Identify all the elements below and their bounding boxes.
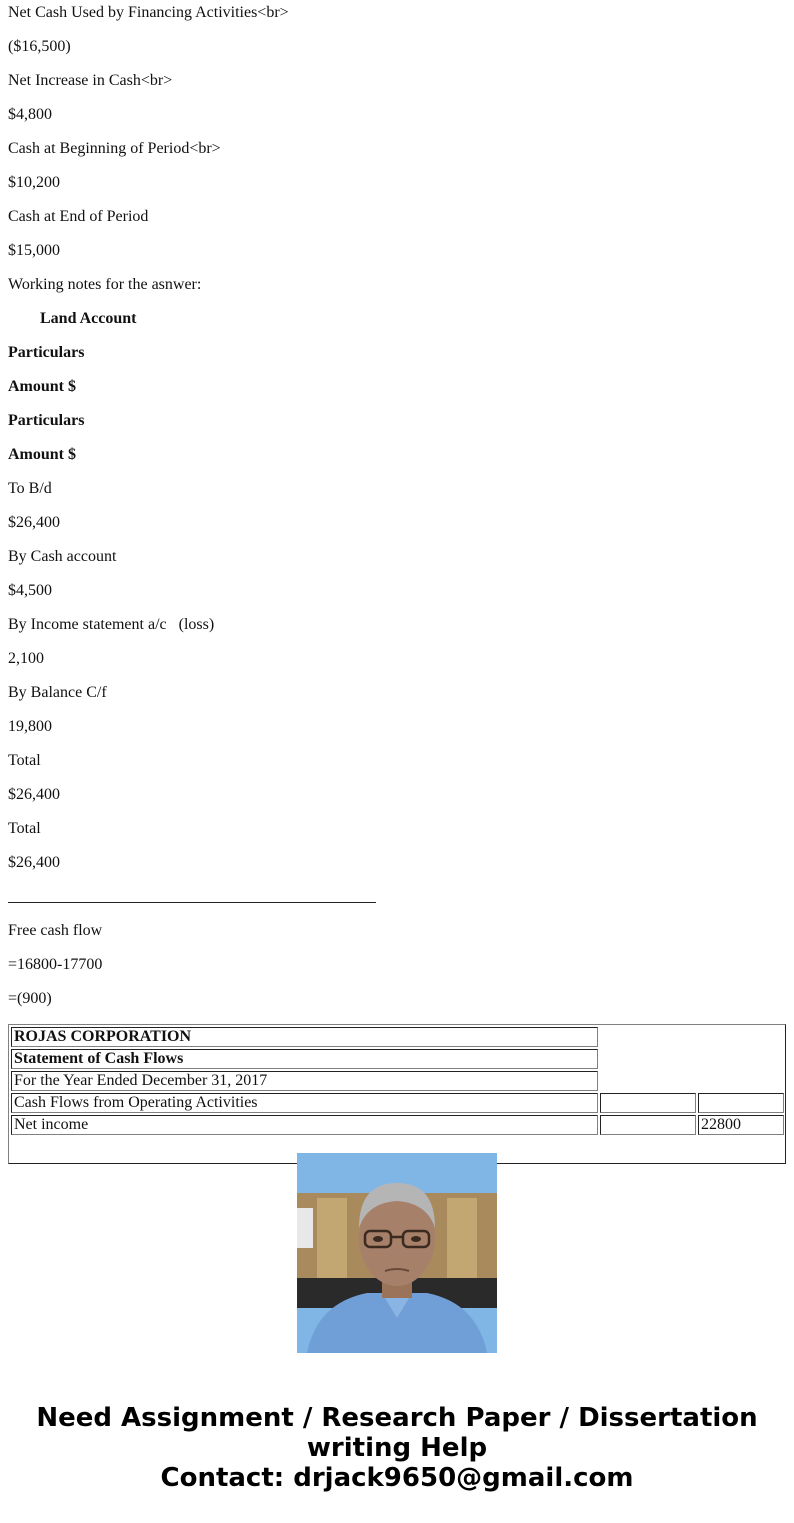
land-total-label-dr: Total: [8, 752, 41, 769]
free-cash-flow-formula: =16800-17700: [8, 956, 103, 973]
financing-activities-label: Net Cash Used by Financing Activities<br>: [8, 4, 289, 21]
financing-activities-value: ($16,500): [8, 38, 71, 55]
land-entry-balance-cf-amount: 19,800: [8, 718, 52, 735]
land-entry-balance-cf: By Balance C/f: [8, 684, 107, 701]
net-increase-value: $4,800: [8, 106, 52, 123]
land-total-amount-dr: $26,400: [8, 786, 60, 803]
land-account-header-amount-dr: Amount $: [8, 378, 77, 395]
table-row-net-income-col2: [600, 1115, 696, 1135]
table-row-net-income-col3: 22800: [698, 1115, 784, 1135]
cash-flow-statement-table: [8, 1024, 786, 1164]
land-entry-cash-amount: $4,500: [8, 582, 52, 599]
contact-banner-line2: writing Help: [306, 1433, 488, 1463]
horizontal-divider: [8, 902, 376, 903]
table-row-operating-col2: [600, 1093, 696, 1113]
person-portrait-icon: [297, 1153, 497, 1353]
table-company-name: ROJAS CORPORATION: [11, 1027, 598, 1047]
land-account-header-particulars-cr: Particulars: [8, 412, 85, 429]
table-row-operating-label: Cash Flows from Operating Activities: [11, 1093, 598, 1113]
free-cash-flow-result: =(900): [8, 990, 52, 1007]
free-cash-flow-label: Free cash flow: [8, 922, 103, 939]
working-notes-heading: Working notes for the asnwer:: [8, 276, 202, 293]
table-title: Statement of Cash Flows: [11, 1049, 598, 1069]
land-entry-cash: By Cash account: [8, 548, 117, 565]
land-account-header-particulars-dr: Particulars: [8, 344, 85, 361]
land-entry-to-bd: To B/d: [8, 480, 52, 497]
contact-banner-line1: Need Assignment / Research Paper / Dissertation: [36, 1403, 758, 1433]
author-portrait-image: [297, 1153, 497, 1353]
land-account-title: Land Account: [40, 310, 137, 327]
cash-beginning-label: Cash at Beginning of Period<br>: [8, 140, 221, 157]
land-entry-income-statement-amount: 2,100: [8, 650, 44, 667]
table-row-operating-col3: [698, 1093, 784, 1113]
land-entry-income-statement: By Income statement a/c (loss): [8, 616, 215, 633]
contact-banner: [0, 1403, 794, 1493]
net-increase-label: Net Increase in Cash<br>: [8, 72, 173, 89]
cash-end-value: $15,000: [8, 242, 60, 259]
land-total-amount-cr: $26,400: [8, 854, 60, 871]
land-account-header-amount-cr: Amount $: [8, 446, 77, 463]
land-entry-to-bd-amount: $26,400: [8, 514, 60, 531]
cash-beginning-value: $10,200: [8, 174, 60, 191]
land-total-label-cr: Total: [8, 820, 41, 837]
table-row-net-income-label: Net income: [11, 1115, 598, 1135]
cash-end-label: Cash at End of Period: [8, 208, 149, 225]
table-period: For the Year Ended December 31, 2017: [11, 1071, 598, 1091]
contact-email: Contact: drjack9650@gmail.com: [160, 1463, 634, 1493]
